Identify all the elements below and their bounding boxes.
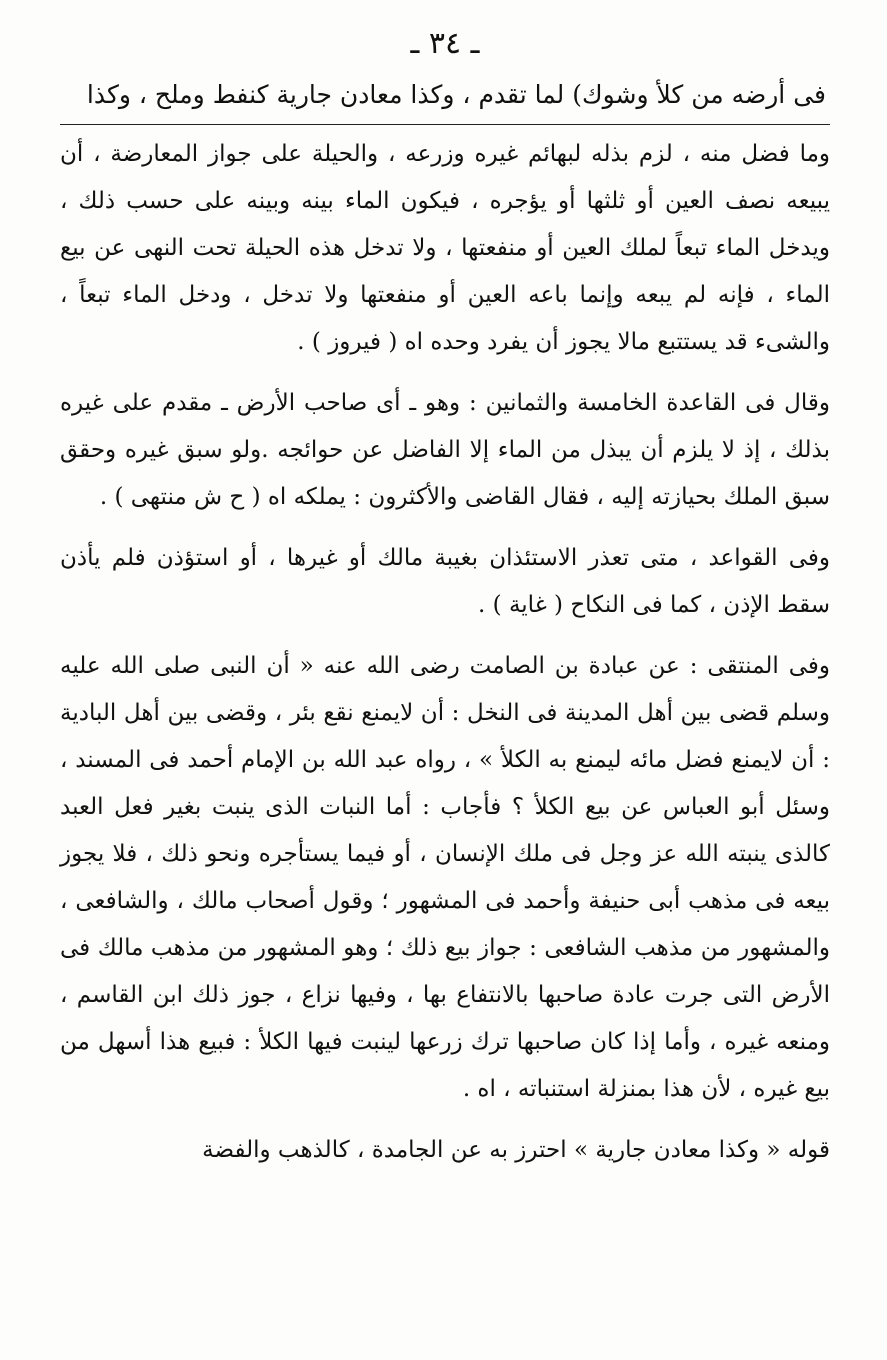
footnotes-section (60, 131, 830, 1174)
footnote-separator (60, 124, 830, 125)
footnote-paragraph-5: قوله « وكذا معادن جارية » احترز به عن الجامدة ، كالذهب والفضة (202, 1137, 830, 1163)
main-text-line: فى أرضه من كلأ وشوك) لما تقدم ، وكذا معادن جارية كنفط وملح ، وكذا (86, 80, 826, 109)
footnote-paragraph-2: وقال فى القاعدة الخامسة والثمانين : وهو ـ أى صاحب الأرض ـ مقدم على غيره بذلك ، إذ لا يلزم أن يبذل من الماء إلا الفاضل عن حوائجه .ولو سبق غيره وحقق سبق الملك بحيازته إليه ، فقال القاضى والأكثرون : يملكه اه ( ح ش منتهى ) . (60, 390, 830, 510)
footnote-paragraph-3: وفى القواعد ، متى تعذر الاستئذان بغيبة مالك أو غيرها ، أو استؤذن فلم يأذن سقط الإذن ، كما فى النكاح ( غاية ) . (60, 545, 830, 618)
footnote-paragraph-4: وفى المنتقى : عن عبادة بن الصامت رضى الله عنه « أن النبى صلى الله عليه وسلم قضى بين أهل المدينة فى النخل : أن لايمنع نقع بئر ، وقضى بين أهل البادية : أن لايمنع فضل مائه ليمنع به الكلأ » ، رواه عبد الله بن الإمام أحمد فى المسند ، وسئل أبو العباس عن بيع الكلأ ؟ فأجاب : أما النبات الذى ينبت بغير فعل العبد كالذى ينبته الله عز وجل فى ملك الإنسان ، أو فيما يستأجره ونحو ذلك ، فلا يجوز بيعه فى مذهب أبى حنيفة وأحمد فى المشهور ؛ وقول أصحاب مالك ، والشافعى ، والمشهور من مذهب الشافعى : جواز بيع ذلك ؛ وهو المشهور من مذهب مالك فى الأرض التى جرت عادة صاحبها بالانتفاع بها ، وفيها نزاع ، جوز ذلك ابن القاسم ، ومنعه غيره ، وأما إذا كان صاحبها ترك زرعها لينبت فيها الكلأ : فبيع هذا أسهل من بيع غيره ، لأن هذا بمنزلة استنباته ، اه . (60, 653, 830, 1102)
footnote-paragraph-1: وما فضل منه ، لزم بذله لبهائم غيره وزرعه ، والحيلة على جواز المعارضة ، أن يبيعه نصف العين أو ثلثها أو يؤجره ، فيكون الماء بينه وبينه على حسب ذلك ، ويدخل الماء تبعاً لملك العين أو منفعتها ، ولا تدخل هذه الحيلة تحت النهى عن بيع الماء ، فإنه لم يبعه وإنما باعه العين أو منفعتها ولا تدخل ، ودخل الماء تبعاً ، والشىء قد يستتبع مالا يجوز أن يفرد وحده اه ( فيروز ) . (60, 141, 830, 355)
page-number: ـ ٣٤ ـ (410, 26, 480, 61)
document-page (60, 22, 830, 1186)
